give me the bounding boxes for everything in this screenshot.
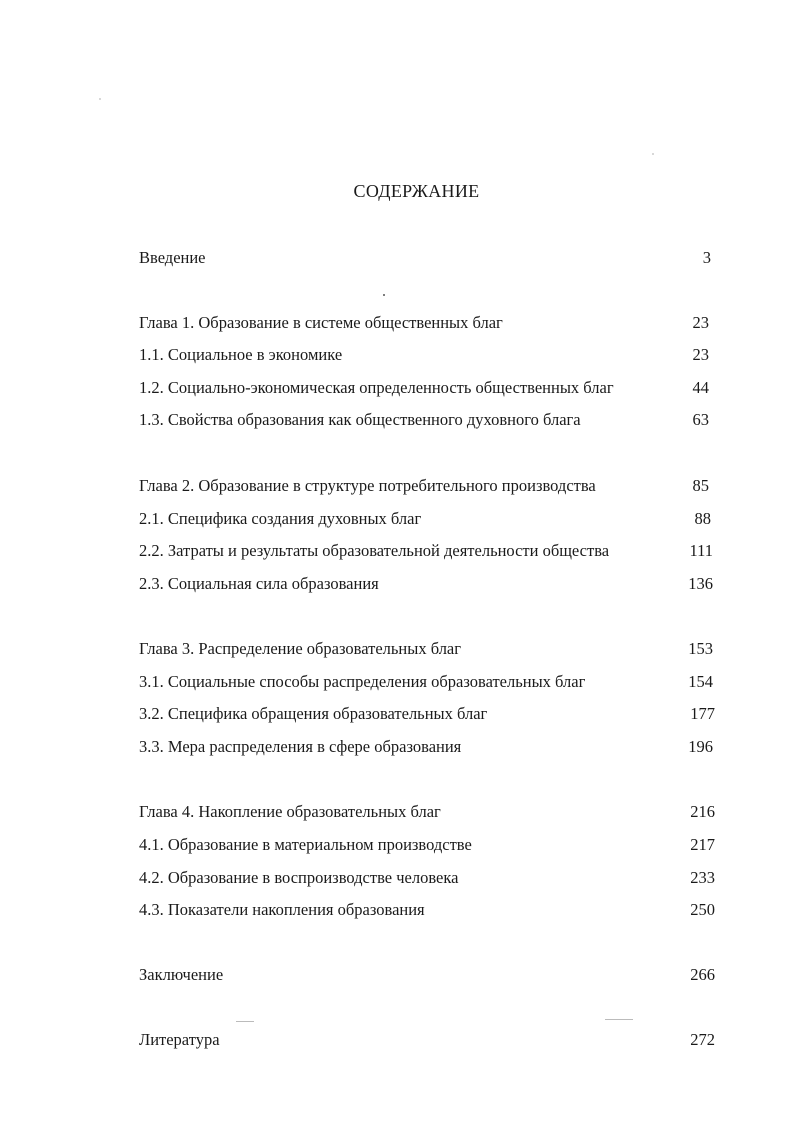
toc-entry-label: 3.3. Мера распределения в сфере образования (139, 737, 462, 756)
toc-entry-page: 177 (690, 704, 715, 723)
toc-entry-section-2-3 (139, 572, 715, 596)
toc-entry-label: Литература (139, 1030, 220, 1049)
toc-entry-label: 2.2. Затраты и результаты образовательной деятельности общества (139, 541, 610, 560)
toc-entry-label: Глава 3. Распределение образовательных благ (139, 639, 462, 658)
toc-entry-chapter-1 (139, 311, 715, 335)
toc-entry-section-3-3 (139, 735, 715, 759)
toc-entry-label: 1.3. Свойства образования как общественного духовного блага (139, 410, 581, 429)
toc-entry-label: 2.3. Социальная сила образования (139, 574, 379, 593)
toc-entry-section-4-3 (139, 898, 715, 922)
toc-entry-page: 217 (690, 835, 715, 854)
toc-entry-section-3-1 (139, 670, 715, 694)
toc-entry-chapter-4 (139, 800, 715, 824)
toc-entry-page: 196 (688, 737, 713, 756)
toc-entry-page: 216 (690, 802, 715, 821)
toc-entry-page: 85 (692, 476, 709, 495)
toc-entry-label: Глава 2. Образование в структуре потребительного производства (139, 476, 596, 495)
toc-entry-page: 3 (702, 248, 711, 267)
toc-entry-section-1-1 (139, 343, 715, 367)
toc-entry-section-1-3 (139, 408, 715, 432)
toc-entry-page: 266 (690, 965, 715, 984)
toc-entry-label: Глава 4. Накопление образовательных благ (139, 802, 441, 821)
toc-entry-page: 111 (689, 541, 713, 560)
toc-entry-page: 23 (692, 345, 709, 364)
toc-entry-label: 2.1. Специфика создания духовных благ (139, 509, 422, 528)
toc-entry-introduction (139, 246, 715, 270)
toc-entry-page: 23 (692, 313, 709, 332)
toc-entry-bibliography (139, 1028, 715, 1052)
toc-entry-section-2-1 (139, 507, 715, 531)
toc-entry-label: 1.2. Социально-экономическая определенность общественных благ (139, 378, 614, 397)
scan-speck (383, 294, 385, 296)
toc-entry-chapter-2 (139, 474, 715, 498)
toc-entry-chapter-3 (139, 637, 715, 661)
page-title: СОДЕРЖАНИЕ (353, 181, 480, 201)
toc-entry-section-4-1 (139, 833, 715, 857)
toc-entry-page: 153 (688, 639, 713, 658)
toc-entry-label: 1.1. Социальное в экономике (139, 345, 343, 364)
toc-entry-section-3-2 (139, 702, 715, 726)
scan-speck (99, 98, 101, 100)
toc-entry-page: 44 (692, 378, 709, 397)
toc-entry-page: 136 (688, 574, 713, 593)
toc-entry-page: 250 (690, 900, 715, 919)
toc-entry-label: Введение (139, 248, 206, 267)
toc-entry-label: Глава 1. Образование в системе общественных благ (139, 313, 503, 332)
toc-entry-label: Заключение (139, 965, 224, 984)
toc-entry-page: 88 (694, 509, 711, 528)
toc-entry-page: 154 (688, 672, 713, 691)
scan-speck (605, 1019, 633, 1020)
toc-entry-page: 63 (692, 410, 709, 429)
scan-speck (236, 1021, 254, 1022)
toc-entry-label: 4.2. Образование в воспроизводстве человека (139, 868, 459, 887)
toc-entry-section-4-2 (139, 866, 715, 890)
toc-entry-page: 272 (690, 1030, 715, 1049)
toc-entry-section-2-2 (139, 539, 715, 563)
toc-entry-page: 233 (690, 868, 715, 887)
toc-entry-section-1-2 (139, 376, 715, 400)
toc-entry-label: 4.3. Показатели накопления образования (139, 900, 425, 919)
toc-entry-label: 3.1. Социальные способы распределения образовательных благ (139, 672, 586, 691)
toc-entry-label: 4.1. Образование в материальном производстве (139, 835, 472, 854)
toc-entry-label: 3.2. Специфика обращения образовательных благ (139, 704, 488, 723)
scan-speck (652, 153, 654, 155)
toc-entry-conclusion (139, 963, 715, 987)
